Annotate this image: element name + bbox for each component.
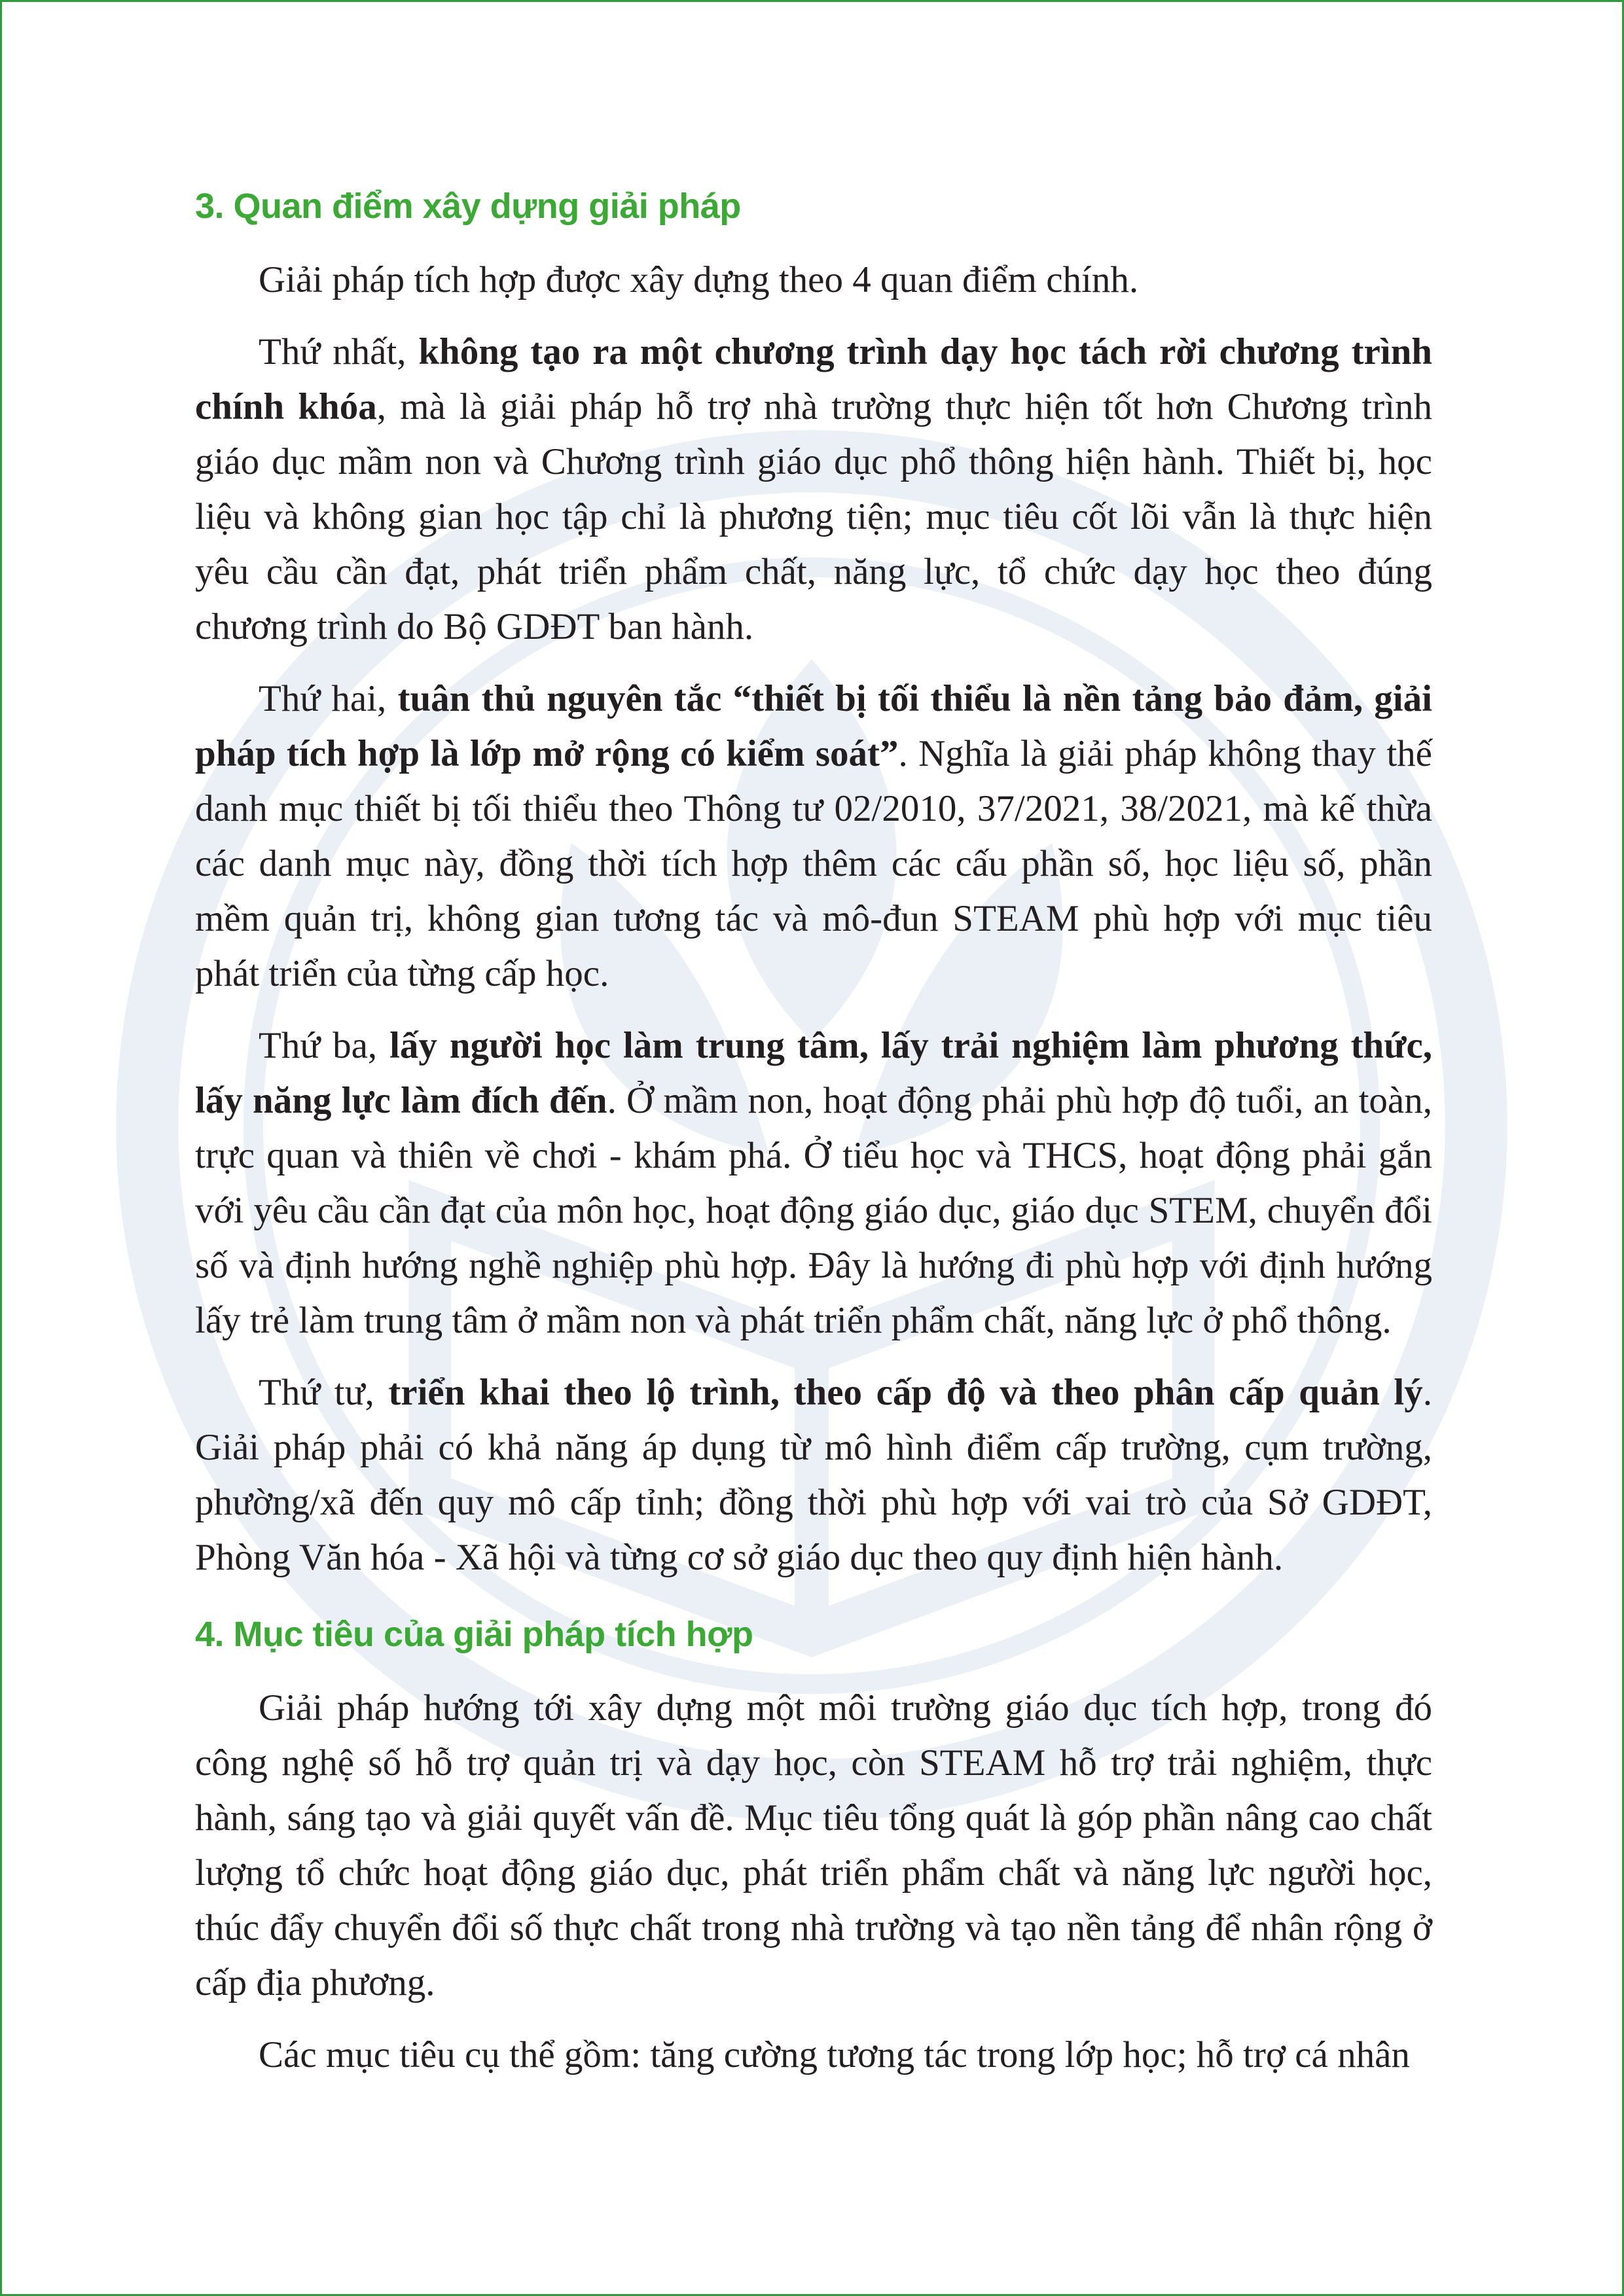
document-body (195, 183, 1432, 2083)
section-heading: 3. Quan điểm xây dựng giải pháp (195, 187, 741, 226)
paragraph: Các mục tiêu cụ thể gồm: tăng cường tương tác trong lớp học; hỗ trợ cá nhân (259, 2034, 1410, 2075)
paragraph: Giải pháp hướng tới xây dựng một môi trường giáo dục tích hợp, trong đó công nghệ số hỗ trợ quản trị và dạy học, còn STEAM hỗ trợ trải nghiệm, thực hành, sáng tạo và giải quyết vấn đề. Mục tiêu tổng quát là góp phần nâng cao chất lượng tổ chức hoạt động giáo dục, phát triển phẩm chất và năng lực người học, thúc đẩy chuyển đổi số thực chất trong nhà trường và tạo nền tảng để nhân rộng ở cấp địa phương. (195, 1687, 1432, 2003)
paragraph-bold: tuân thủ nguyên tắc “thiết bị tối thiểu là nền tảng bảo đảm, giải pháp tích hợp là lớp mở rộng có kiểm soát” (195, 678, 1432, 774)
paragraph (195, 325, 1432, 655)
section-3 (195, 183, 1432, 1585)
paragraph-bold: lấy người học làm trung tâm, lấy trải nghiệm làm phương thức, lấy năng lực làm đích đến (195, 1025, 1432, 1121)
paragraph-text: . Giải pháp phải có khả năng áp dụng từ mô hình điểm cấp trường, cụm trường, phường/xã đến quy mô cấp tỉnh; đồng thời phù hợp với vai trò của Sở GDĐT, Phòng Văn hóa - Xã hội và từng cơ sở giáo dục theo quy định hiện hành. (195, 1372, 1432, 1578)
paragraph-lead: Thứ tư, (259, 1372, 389, 1413)
paragraph-bold: không tạo ra một chương trình dạy học tách rời chương trình chính khóa (195, 331, 1432, 427)
paragraph-lead: Thứ hai, (259, 678, 398, 719)
paragraph-lead: Thứ nhất, (259, 331, 419, 372)
paragraph-text: . Ở mầm non, hoạt động phải phù hợp độ tuổi, an toàn, trực quan và thiên về chơi - khám phá. Ở tiểu học và THCS, hoạt động phải gắn với yêu cầu cần đạt của môn học, hoạt động giáo dục, giáo dục STEM, chuyển đổi số và định hướng nghề nghiệp phù hợp. Đây là hướng đi phù hợp với định hướng lấy trẻ làm trung tâm ở mầm non và phát triển phẩm chất, năng lực ở phổ thông. (195, 1080, 1432, 1341)
paragraph-lead: Thứ ba, (259, 1025, 390, 1066)
paragraph (195, 1365, 1432, 1585)
paragraph (195, 672, 1432, 1001)
section-heading: 4. Mục tiêu của giải pháp tích hợp (195, 1615, 753, 1654)
paragraph: Giải pháp tích hợp được xây dựng theo 4 quan điểm chính. (259, 259, 1139, 300)
paragraph-bold: triển khai theo lộ trình, theo cấp độ và theo phân cấp quản lý (388, 1372, 1423, 1413)
section-4 (195, 1611, 1432, 2083)
paragraph-text: . Nghĩa là giải pháp không thay thế danh mục thiết bị tối thiểu theo Thông tư 02/2010, 37/2021, 38/2021, mà kế thừa các danh mục này, đồng thời tích hợp thêm các cấu phần số, học liệu số, phần mềm quản trị, không gian tương tác và mô-đun STEAM phù hợp với mục tiêu phát triển của từng cấp học. (195, 733, 1432, 994)
paragraph (195, 1018, 1432, 1348)
paragraph-text: , mà là giải pháp hỗ trợ nhà trường thực hiện tốt hơn Chương trình giáo dục mầm non và Chương trình giáo dục phổ thông hiện hành. Thiết bị, học liệu và không gian học tập chỉ là phương tiện; mục tiêu cốt lõi vẫn là thực hiện yêu cầu cần đạt, phát triển phẩm chất, năng lực, tổ chức dạy học theo đúng chương trình do Bộ GDĐT ban hành. (195, 386, 1432, 647)
